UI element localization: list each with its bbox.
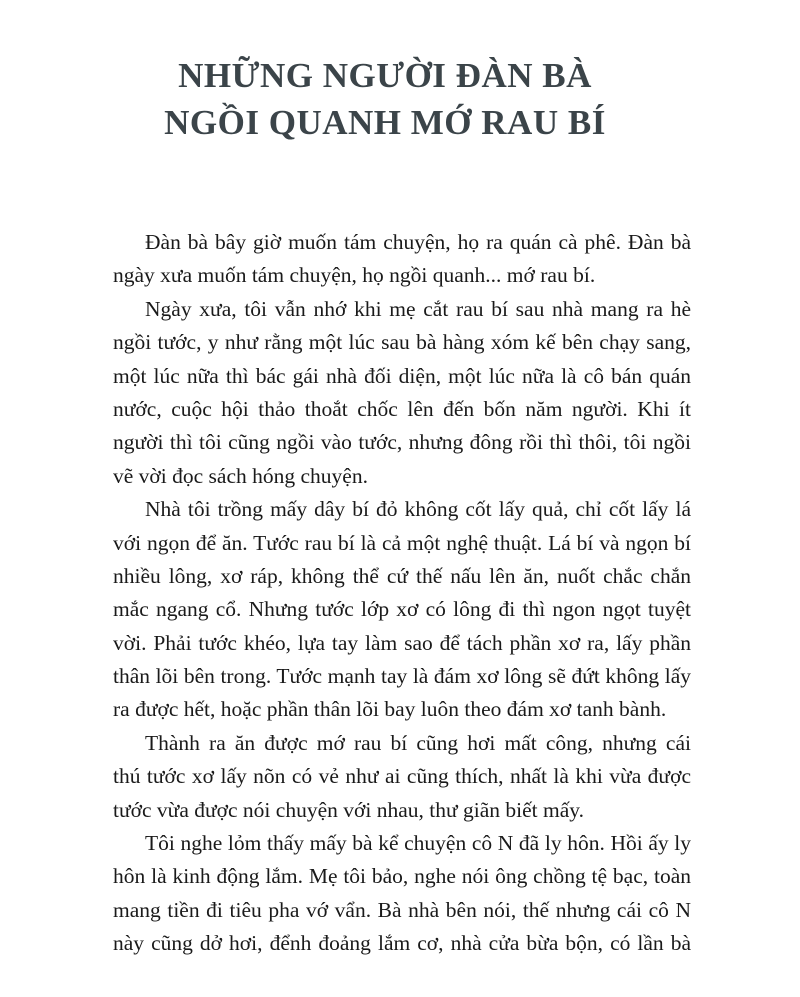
text-line: mắc ngang cổ. Nhưng tước lớp xơ có lông đi thì ngon ngọt tuyệt — [113, 597, 691, 622]
text-line: tước vừa được nói chuyện với nhau, thư giãn biết mấy. — [113, 797, 584, 822]
chapter-title — [0, 52, 770, 146]
text-line: ra được hết, hoặc phần thân lõi bay luôn theo đám xơ tanh bành. — [113, 697, 667, 722]
text-line: nước, cuộc hội thảo thoắt chốc lên đến bốn năm người. Khi ít — [113, 396, 691, 421]
text-line: Nhà tôi trồng mấy dây bí đỏ không cốt lấy quả, chỉ cốt lấy lá — [145, 497, 691, 522]
paragraph — [113, 293, 691, 493]
text-line: Ngày xưa, tôi vẫn nhớ khi mẹ cắt rau bí sau nhà mang ra hè — [145, 296, 691, 321]
text-line: mang tiền đi tiêu pha vớ vẩn. Bà nhà bên nói, thế nhưng cái cô N — [113, 897, 691, 922]
text-line: một lúc nữa thì bác gái nhà đối diện, một lúc nữa là cô bán quán — [113, 363, 691, 388]
text-line: ngồi tước, y như rằng một lúc sau bà hàng xóm kế bên chạy sang, — [113, 330, 691, 355]
text-line: vời. Phải tước khéo, lựa tay làm sao để tách phần xơ ra, lấy phần — [113, 630, 691, 655]
text-line: ngày xưa muốn tám chuyện, họ ngồi quanh... mớ rau bí. — [113, 263, 596, 288]
chapter-title-line: NGỒI QUANH MỚ RAU BÍ — [164, 103, 606, 142]
text-line: thú tước xơ lấy nõn có vẻ như ai cũng thích, nhất là khi vừa được — [113, 764, 691, 789]
chapter-body — [113, 226, 691, 961]
text-line: này cũng dở hơi, đểnh đoảng lắm cơ, nhà cửa bừa bộn, có lần bà — [113, 931, 691, 956]
text-line: vẽ vời đọc sách hóng chuyện. — [113, 463, 368, 488]
text-line: người thì tôi cũng ngồi vào tước, nhưng đông rồi thì thôi, tôi ngồi — [113, 430, 691, 455]
chapter-title-line: NHỮNG NGƯỜI ĐÀN BÀ — [178, 56, 592, 95]
text-line: với ngọn để ăn. Tước rau bí là cả một nghệ thuật. Lá bí và ngọn bí — [113, 530, 691, 555]
paragraph — [113, 493, 691, 727]
text-line: thân lõi bên trong. Tước mạnh tay là đám xơ lông sẽ đứt không lấy — [113, 664, 691, 689]
text-line: Đàn bà bây giờ muốn tám chuyện, họ ra quán cà phê. Đàn bà — [145, 230, 691, 254]
text-line: nhiều lông, xơ ráp, không thể cứ thế nấu lên ăn, nuốt chắc chắn — [113, 563, 691, 588]
text-line: hôn là kinh động lắm. Mẹ tôi bảo, nghe nói ông chồng tệ bạc, toàn — [113, 864, 691, 889]
paragraph — [113, 827, 691, 961]
text-line: Thành ra ăn được mớ rau bí cũng hơi mất công, nhưng cái — [145, 730, 691, 755]
text-line: Tôi nghe lỏm thấy mấy bà kể chuyện cô N đã ly hôn. Hồi ấy ly — [145, 831, 691, 856]
paragraph — [113, 226, 691, 293]
paragraph — [113, 727, 691, 827]
